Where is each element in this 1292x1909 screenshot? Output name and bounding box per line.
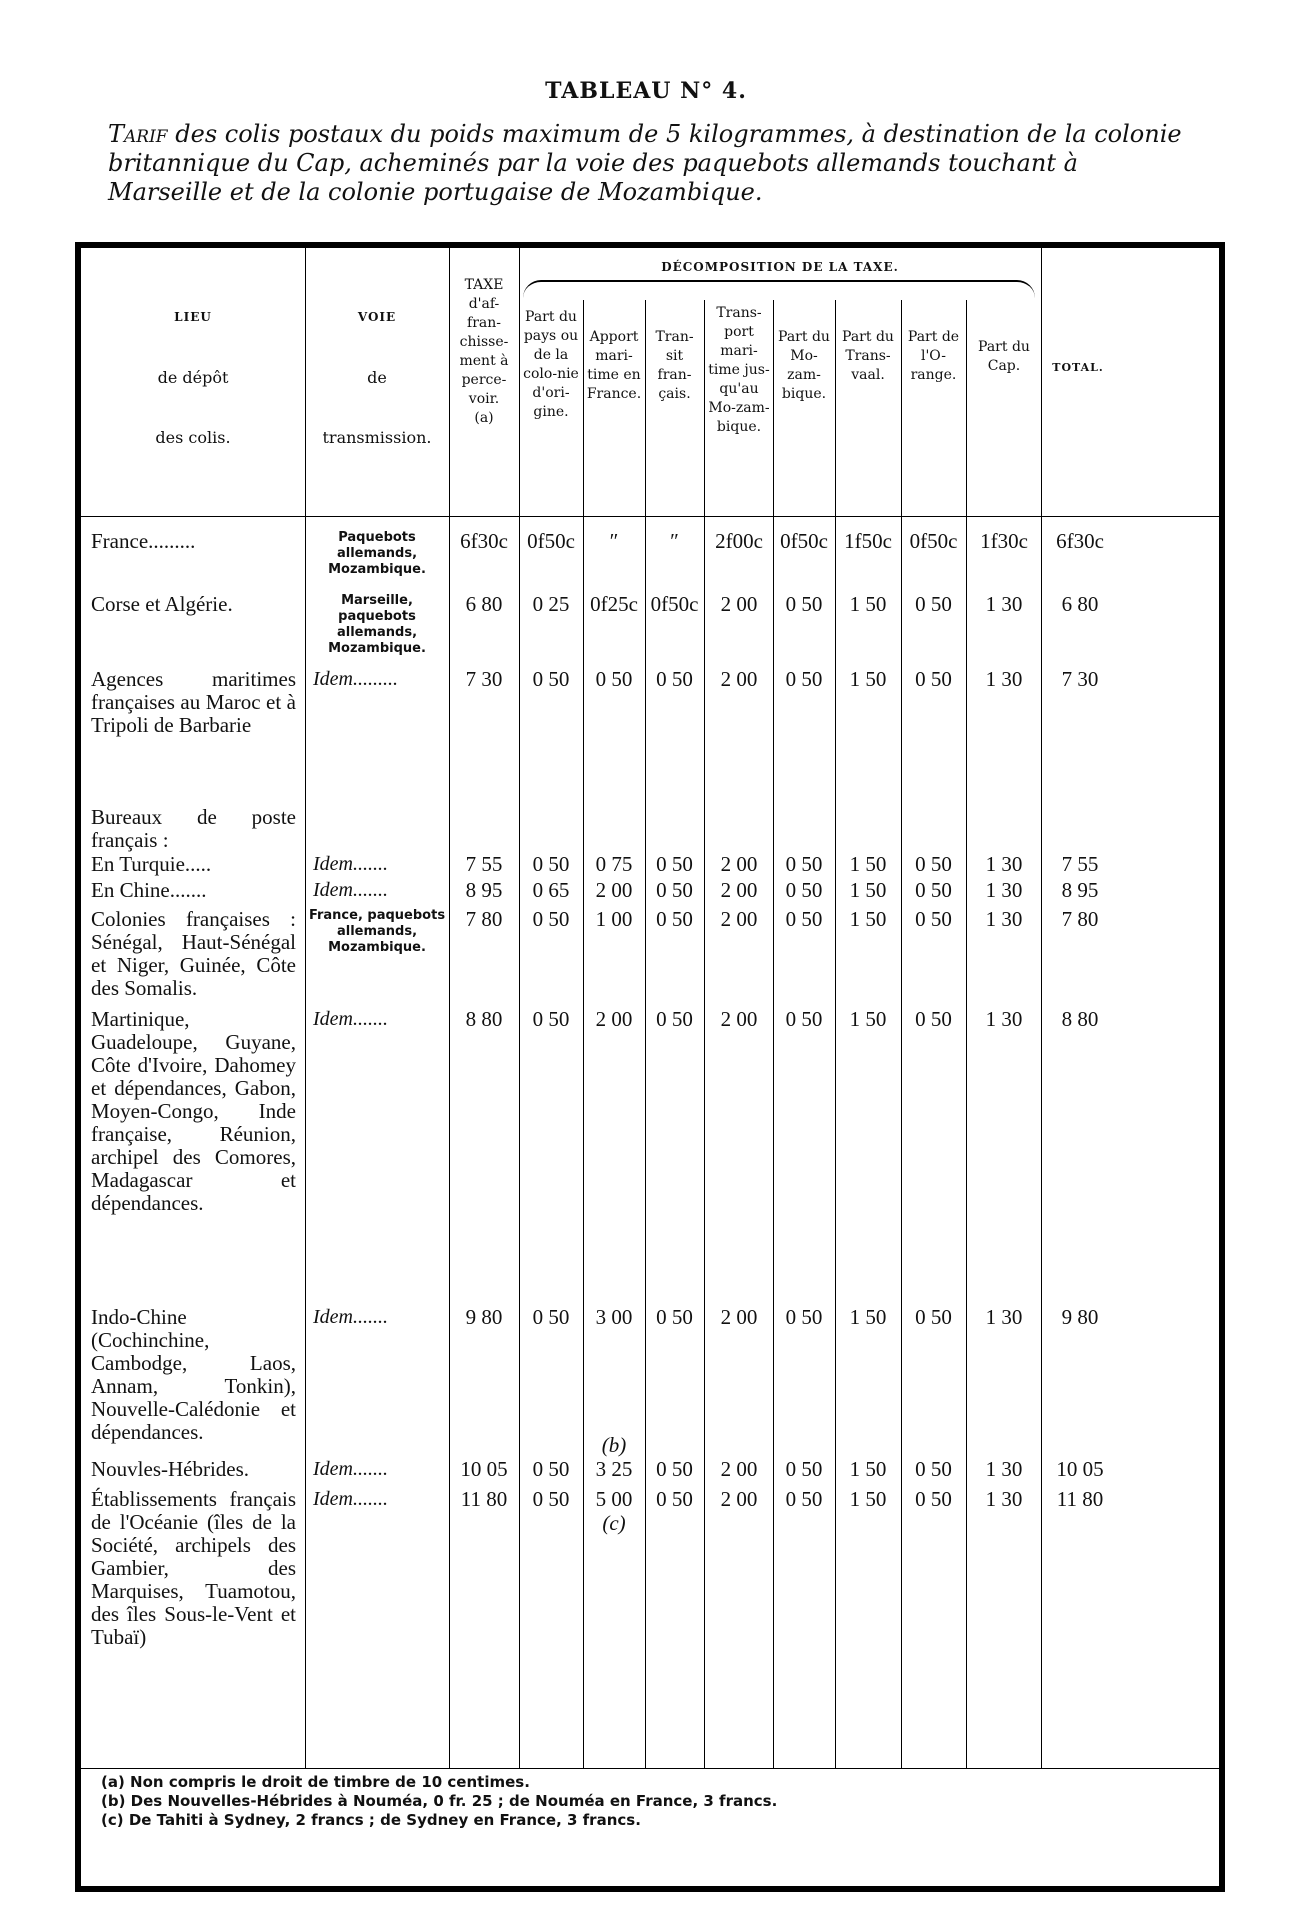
row-voie: Idem.......: [313, 879, 388, 901]
row-value: 2 00: [720, 1457, 758, 1481]
row-total: 9 80: [1061, 1305, 1099, 1329]
row-taxe: 6 80: [465, 592, 503, 616]
row-value: 1 30: [985, 1487, 1023, 1511]
row-taxe: 7 30: [465, 667, 503, 691]
row-taxe: 7 80: [465, 907, 503, 931]
row-lieu: Indo-Chine (Cochinchine, Cambodge, Laos, Annam, Tonkin), Nouvelle-Calédonie et dépendances.: [91, 1305, 296, 1444]
row-value: 1 30: [985, 592, 1023, 616]
row-total: 8 95: [1061, 878, 1099, 902]
row-value: 1 50: [849, 1305, 887, 1329]
row-value: 0 50: [915, 592, 952, 616]
row-value: 1 50: [849, 1457, 887, 1481]
row-value: 0 50: [656, 1007, 693, 1031]
row-total: 6f30c: [1056, 529, 1104, 553]
row-total: 7 55: [1061, 852, 1099, 876]
row-value: 1 50: [849, 1007, 887, 1031]
rule: [835, 300, 836, 1768]
row-taxe: 8 95: [465, 878, 503, 902]
row-value: 2 00: [720, 1487, 758, 1511]
row-value: 0 50: [532, 852, 570, 876]
row-total: 11 80: [1056, 1487, 1104, 1511]
row-voie: Paquebots allemands, Mozambique.: [328, 530, 426, 577]
row-value: 0 50: [656, 667, 693, 691]
row-value: 0 50: [915, 1305, 952, 1329]
row-taxe: 7 55: [465, 852, 503, 876]
row-voie: Idem.......: [313, 1488, 388, 1510]
header-lieu-2: de dépôt: [157, 368, 229, 387]
row-value: 0 50: [785, 907, 823, 931]
header-voie-1: VOIE: [357, 310, 397, 324]
footer-rule: [81, 1768, 1219, 1769]
header-col-5: Part du Mo-zam-bique.: [778, 329, 830, 402]
row-value: 2 00: [720, 852, 758, 876]
row-value: 1 50: [849, 878, 887, 902]
header-voie-2: de: [367, 368, 387, 387]
header-lieu-3: des colis.: [155, 428, 231, 447]
page-title: TABLEAU N° 4.: [545, 78, 747, 104]
row-value: 0 50: [785, 667, 823, 691]
row-value: 0 50: [785, 878, 823, 902]
footnotes: [101, 1773, 777, 1830]
row-value: 0 50: [656, 1487, 693, 1511]
header-col-1: Part du pays ou de la colo-nie d'ori-gine.: [523, 309, 579, 420]
rule: [519, 248, 520, 1768]
row-total: 6 80: [1061, 592, 1099, 616]
decomposition-brace: [523, 280, 1035, 298]
row-voie: France, paquebots allemands, Mozambique.: [308, 908, 446, 955]
rule: [966, 300, 967, 1768]
row-value: 0 50: [915, 1457, 952, 1481]
row-value: 2 00: [720, 907, 758, 931]
row-value: 1 30: [985, 1007, 1023, 1031]
row-value: 0 50: [532, 907, 570, 931]
row-value: 0 50: [785, 1487, 823, 1511]
row-value: 1 00: [595, 907, 633, 931]
row-value: 0f50c: [527, 529, 575, 553]
row-value: 0f50c: [780, 529, 828, 553]
row-lieu: Établissements français de l'Océanie (îles de la Société, archipels des Gambier, des Marquises, Tuamotou, des îles Sous-le-Vent et Tubaï): [91, 1487, 296, 1649]
row-lieu: Martinique, Guadeloupe, Guyane, Côte d'Ivoire, Dahomey et dépendances, Gabon, Moyen-Congo, Inde française, Réunion, archipel des Comores, Madagascar et dépendances.: [91, 1007, 296, 1215]
row-value: 0 50: [532, 1305, 570, 1329]
row-value: 0 25: [532, 592, 570, 616]
row-total: 10 05: [1056, 1457, 1104, 1481]
row-value: 0 50: [595, 667, 633, 691]
row-lieu: Colonies françaises : Sénégal, Haut-Sénégal et Niger, Guinée, Côte des Somalis.: [91, 907, 296, 1000]
row-taxe: 9 80: [465, 1305, 503, 1329]
row-value: 0 50: [785, 1007, 823, 1031]
row-value: 0 50: [785, 1457, 823, 1481]
row-value: 2 00: [720, 878, 758, 902]
header-col-6: Part du Trans-vaal.: [842, 329, 894, 383]
header-total: TOTAL.: [1052, 361, 1104, 374]
row-note-mark: (b): [601, 1433, 627, 1457]
footnote-b: (b) Des Nouvelles-Hébrides à Nouméa, 0 fr. 25 ; de Nouméa en France, 3 francs.: [101, 1792, 778, 1810]
row-taxe: 11 80: [460, 1487, 508, 1511]
row-value: 3 00: [595, 1305, 633, 1329]
row-value: 1 30: [985, 1305, 1023, 1329]
row-lieu: Bureaux de poste français :: [91, 805, 296, 852]
row-value: 2 00: [595, 878, 633, 902]
row-taxe: 10 05: [460, 1457, 508, 1481]
rule: [305, 248, 306, 1768]
row-value: 0 50: [915, 907, 952, 931]
row-value: 2 00: [720, 592, 758, 616]
header-col-8: Part du Cap.: [978, 339, 1030, 374]
row-value: 0 75: [595, 852, 633, 876]
row-value: 0f50c: [650, 592, 699, 616]
row-note-mark: (c): [602, 1511, 626, 1535]
row-value: 1 50: [849, 667, 887, 691]
row-value: 2 00: [720, 1007, 758, 1031]
header-col-7: Part de l'O-range.: [907, 329, 960, 383]
rule: [901, 300, 902, 1768]
row-value: 2f00c: [715, 529, 763, 553]
row-value: 0 50: [915, 667, 952, 691]
rule: [645, 300, 646, 1768]
row-value: 0f25c: [590, 592, 638, 616]
row-total: 8 80: [1061, 1007, 1099, 1031]
row-lieu: Agences maritimes françaises au Maroc et à Tripoli de Barbarie: [91, 667, 296, 737]
row-voie: Idem.......: [313, 853, 388, 875]
row-value: 1 30: [985, 667, 1023, 691]
header-taxe: TAXE d'af-fran-chisse-ment à perce-voir. (a): [459, 277, 509, 426]
row-value: 0 50: [656, 1457, 693, 1481]
row-value: ″: [670, 529, 679, 553]
row-voie: Marseille, paquebots allemands, Mozambique.: [328, 593, 426, 656]
row-value: 1f50c: [844, 529, 892, 553]
row-value: 0 65: [532, 878, 570, 902]
header-lieu-1: LIEU: [174, 310, 212, 324]
row-value: 0 50: [532, 1007, 570, 1031]
row-value: 0 50: [532, 667, 570, 691]
rule: [583, 300, 584, 1768]
rule: [704, 300, 705, 1768]
row-value: 0 50: [915, 852, 952, 876]
row-total: 7 80: [1061, 907, 1099, 931]
row-total: 7 30: [1061, 667, 1099, 691]
intro-lead: Tarif: [108, 120, 168, 148]
footnote-c: (c) De Tahiti à Sydney, 2 francs ; de Sydney en France, 3 francs.: [101, 1811, 641, 1829]
row-value: 2 00: [720, 667, 758, 691]
row-lieu: France.........: [91, 529, 196, 553]
row-value: 2 00: [595, 1007, 633, 1031]
row-value: 0 50: [532, 1457, 570, 1481]
row-value: 0 50: [785, 1305, 823, 1329]
row-value: 0 50: [656, 1305, 693, 1329]
row-voie: Idem.......: [313, 1458, 388, 1480]
row-value: ″: [609, 529, 619, 553]
row-voie: Idem.........: [313, 668, 398, 690]
footnote-a: (a) Non compris le droit de timbre de 10 centimes.: [101, 1773, 530, 1791]
row-value: 3 25: [595, 1457, 633, 1481]
row-value: 0 50: [785, 852, 823, 876]
row-lieu: En Turquie.....: [91, 852, 212, 876]
row-voie: Idem.......: [313, 1008, 388, 1030]
row-value: 0f50c: [909, 529, 958, 553]
row-value: 1f30c: [980, 529, 1028, 553]
row-value: 2 00: [720, 1305, 758, 1329]
header-col-2: Apport mari-time en France.: [586, 329, 642, 402]
row-value: 5 00: [595, 1487, 633, 1511]
header-rule: [81, 516, 1219, 517]
row-value: 0 50: [915, 878, 952, 902]
header-decomposition: DÉCOMPOSITION DE LA TAXE.: [661, 260, 899, 274]
row-value: 0 50: [656, 878, 693, 902]
row-lieu: Nouvles-Hébrides.: [91, 1457, 250, 1481]
row-value: 1 30: [985, 907, 1023, 931]
row-value: 0 50: [656, 907, 693, 931]
row-value: 0 50: [915, 1487, 952, 1511]
row-value: 0 50: [656, 852, 693, 876]
row-value: 1 50: [849, 852, 887, 876]
header-voie-3: transmission.: [322, 428, 432, 447]
row-value: 0 50: [785, 592, 823, 616]
row-lieu: En Chine.......: [91, 878, 207, 902]
intro-text: [108, 120, 1198, 207]
row-value: 1 50: [849, 907, 887, 931]
tariff-table: [75, 242, 1225, 1892]
row-voie: Idem.......: [313, 1306, 388, 1328]
row-value: 1 30: [985, 1457, 1023, 1481]
row-value: 1 50: [849, 1487, 887, 1511]
rule: [773, 300, 774, 1768]
row-value: 1 30: [985, 878, 1023, 902]
row-taxe: 8 80: [465, 1007, 503, 1031]
header-col-3: Tran-sit fran-çais.: [655, 329, 694, 402]
row-value: 0 50: [915, 1007, 952, 1031]
row-value: 1 50: [849, 592, 887, 616]
row-lieu: Corse et Algérie.: [91, 592, 233, 616]
intro-body: des colis postaux du poids maximum de 5 kilogrammes, à destination de la colonie britannique du Cap, acheminés par la voie des paquebots allemands touchant à Marseille et de la colonie portugaise de Mozambique.: [108, 120, 1182, 206]
row-value: 0 50: [532, 1487, 570, 1511]
row-value: 1 30: [985, 852, 1023, 876]
row-taxe: 6f30c: [460, 529, 508, 553]
header-col-4: Trans-port mari-time jus-qu'au Mo-zam-bique.: [708, 305, 770, 435]
